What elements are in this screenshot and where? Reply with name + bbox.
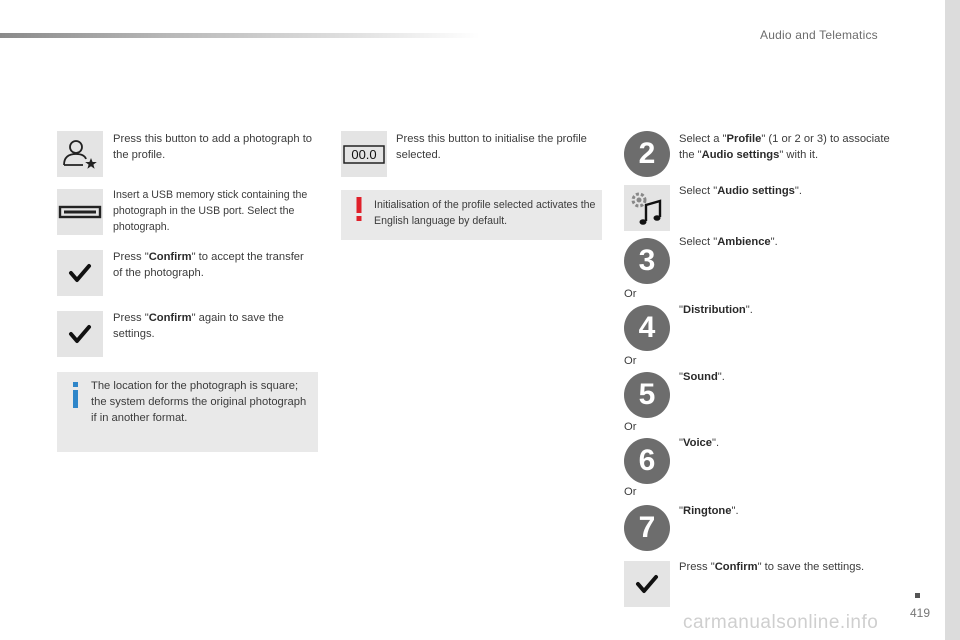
section-title: Audio and Telematics — [760, 28, 878, 42]
or-label: Or — [624, 421, 637, 433]
step-ambience-text: Select "Ambience". — [679, 236, 778, 248]
step-number-6: 6 — [624, 438, 670, 484]
step-audio-settings-text: Select "Audio settings". — [679, 185, 802, 197]
info-icon — [70, 382, 82, 408]
step-insert-usb-text: Insert a USB memory stick containing the photograph in the USB port. Select the photograph. — [113, 189, 308, 233]
confirm-label: Confirm — [148, 251, 192, 263]
step-ringtone-text: "Ringtone". — [679, 505, 739, 517]
watermark: carmanualsonline.info — [683, 612, 879, 633]
step-number-7: 7 — [624, 505, 670, 551]
check-icon — [57, 311, 103, 357]
step-add-photo-text: Press this button to add a photograph to the profile. — [113, 133, 313, 161]
check-icon — [57, 250, 103, 296]
header-gradient-bar — [0, 33, 480, 38]
step-number-2: 2 — [624, 131, 670, 177]
step-number-4: 4 — [624, 305, 670, 351]
step-final-confirm-text: Press "Confirm" to save the settings. — [679, 561, 865, 573]
warning-icon — [355, 197, 363, 221]
step-number-5: 5 — [624, 372, 670, 418]
or-label: Or — [624, 288, 637, 300]
counter-label: 00.0 — [351, 147, 377, 162]
audio-settings-icon — [624, 185, 670, 231]
page-marker — [915, 593, 920, 598]
info-note-text: The location for the photograph is square; the system deforms the original photograph if in another format. — [91, 380, 307, 424]
step-confirm-save-text: Press "Confirm" again to save the settings. — [113, 312, 284, 340]
audio-settings-button — [624, 185, 670, 231]
step-select-profile-text: Select a "Profile" (1 or 2 or 3) to associate the "Audio settings" with it. — [679, 133, 890, 161]
step-initialise-text: Press this button to initialise the profile selected. — [396, 133, 587, 161]
or-label: Or — [624, 355, 637, 367]
add-user-photo-button — [57, 131, 103, 177]
confirm-button-3 — [624, 561, 670, 607]
check-icon — [624, 561, 670, 607]
step-number-3: 3 — [624, 238, 670, 284]
info-note — [57, 372, 318, 452]
confirm-button-1 — [57, 250, 103, 296]
confirm-label: Confirm — [148, 312, 192, 324]
step-distribution-text: "Distribution". — [679, 304, 753, 316]
warning-note-text: Initialisation of the profile selected activates the English language by default. — [374, 199, 596, 227]
or-label: Or — [624, 486, 637, 498]
add-user-photo-icon — [57, 131, 103, 177]
step-voice-text: "Voice". — [679, 437, 720, 449]
confirm-button-2 — [57, 311, 103, 357]
page-number: 419 — [910, 606, 931, 620]
page-edge-bar — [945, 0, 960, 640]
warning-note — [341, 190, 602, 240]
initialise-button — [341, 131, 387, 177]
step-sound-text: "Sound". — [679, 371, 725, 383]
usb-port-icon — [57, 189, 103, 235]
step-confirm-transfer-text: Press "Confirm" to accept the transfer of the photograph. — [113, 251, 304, 279]
usb-port-icon-box — [57, 189, 103, 235]
